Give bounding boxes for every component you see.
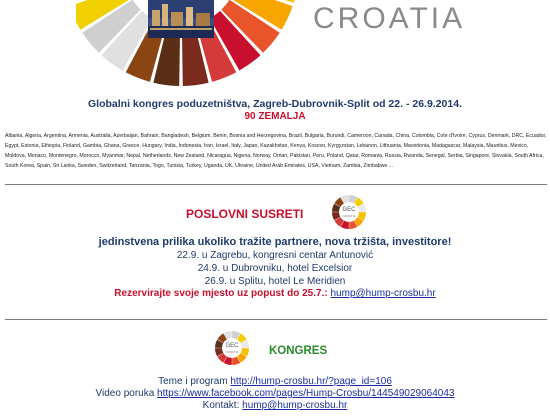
congress-title: Globalni kongres poduzetništva, Zagreb-Dubrovnik-Split od 22. - 26.9.2014.	[88, 98, 462, 110]
reservation-text: Rezervirajte svoje mjesto uz popust do 25.7.:	[114, 288, 328, 299]
contact-label: Kontakt:	[202, 400, 240, 411]
video-label: Video poruka	[95, 388, 155, 399]
program-line	[0, 376, 550, 387]
event-split: 26.9. u Splitu, hotel Le Meridien	[204, 276, 346, 287]
congress-section-title: KONGRES	[269, 345, 328, 357]
countries-list: Albania, Algeria, Argentina, Armenia, Australia, Azerbaijan, Bahrain, Bangladesh, Belgium, Benin, Bosnia and Herzegovina, Brazil, Bulgaria, Burundi, Cameroon, Canada, China, Colombia, Cote d'Ivoire, Cyprus, Denmark, DRC, Ecuador, Egypt, Estonia, Ethiopia, Finland, Gambia, Ghana, Greece, Hungary, India, Indonesia, Iran, Israel, Italy, Japan, Kazakhstan, Kenya, Kosovo, Kyrgyzstan, Lebanon, Lithuania, Macedonia, Madagascar, Malaysia, Mauritius, Mexico, Moldova, Monaco, Montenegro, Morocco, Myanmar, Nepal, Netherlands, New Zealand, Nicaragua, Nigeria, Norway, Oman, Pakistan, Peru, Poland, Qatar, Romania, Russia, Rwanda, Senegal, Serbia, Singapore, Slovakia, South Africa, South Korea, Spain, Sri Lanka, Sweden, Switzerland, Tanzania, Togo, Tunisia, Turkey, Uganda, UK, Ukraine, United Arab Emirates, USA, Vietnam, Zambia, Zimbabwe ...	[5, 133, 547, 169]
event-dubrovnik: 24.9. u Dubrovniku, hotel Excelsior	[197, 263, 353, 274]
countries-count: 90 ZEMALJA	[244, 111, 306, 122]
divider	[5, 319, 547, 320]
contact-email-link[interactable]: hump@hump-crosbu.hr	[242, 400, 348, 411]
gec-mini-logo	[331, 194, 367, 230]
reservation-line	[0, 288, 550, 299]
gec-ring-logo	[76, 0, 316, 88]
reservation-email-link[interactable]: hump@hump-crosbu.hr	[330, 288, 436, 299]
croatia-wordmark: CROATIA	[313, 2, 466, 35]
gec-logo-sub: CROATIA	[225, 350, 239, 354]
business-meetings-title: POSLOVNI SUSRETI	[186, 207, 304, 221]
gec-logo-sub: CROATIA	[342, 214, 356, 218]
program-label: Teme i program	[158, 376, 228, 387]
program-link[interactable]: http://hump-crosbu.hr/?page_id=106	[230, 376, 392, 387]
video-link[interactable]: https://www.facebook.com/pages/Hump-Crosbu/144549029064043	[157, 388, 455, 399]
gec-mini-logo	[214, 330, 250, 366]
divider	[5, 184, 547, 185]
tagline: jedinstvena prilika ukoliko tražite partnere, nova tržišta, investitore!	[98, 236, 452, 248]
city-photo	[148, 0, 214, 38]
gec-logo-text: GEC	[225, 343, 239, 349]
gec-logo-text: GEC	[342, 207, 356, 213]
contact-line	[0, 400, 550, 411]
event-zagreb: 22.9. u Zagrebu, kongresni centar Antunović	[176, 250, 374, 261]
video-line	[0, 388, 550, 399]
